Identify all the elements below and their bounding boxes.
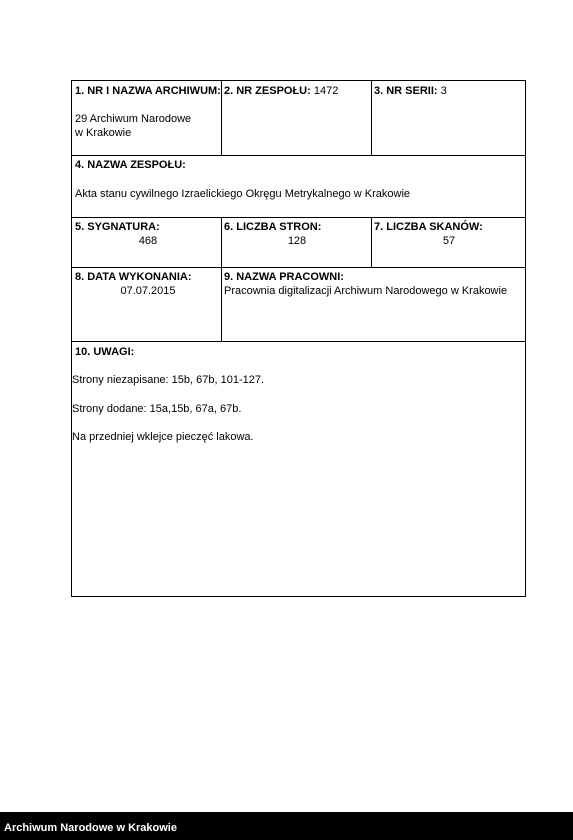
fonds-name-cell bbox=[75, 158, 523, 201]
archive-name-line2: w Krakowie bbox=[75, 127, 132, 139]
pages-cell bbox=[224, 220, 370, 248]
fonds-no-cell bbox=[224, 84, 370, 98]
row-divider-2 bbox=[72, 217, 525, 218]
fonds-name-value: Akta stanu cywilnego Izraelickiego Okręgu Metrykalnego w Krakowie bbox=[75, 188, 411, 200]
signature-cell bbox=[75, 220, 221, 248]
fonds-no-label: 2. NR ZESPOŁU: bbox=[224, 85, 311, 97]
studio-label: 9. NAZWA PRACOWNI: bbox=[224, 271, 344, 283]
pages-label: 6. LICZBA STRON: bbox=[224, 221, 322, 233]
pages-value: 128 bbox=[287, 235, 307, 247]
archive-cell bbox=[75, 84, 221, 140]
col-divider-r4 bbox=[221, 267, 222, 341]
series-no-label: 3. NR SERII: bbox=[374, 85, 438, 97]
row-divider-4 bbox=[72, 341, 525, 342]
col-divider-r1b bbox=[371, 81, 372, 155]
col-divider-r3b bbox=[371, 217, 372, 267]
row-divider-3 bbox=[72, 267, 525, 268]
date-cell bbox=[75, 270, 221, 298]
scans-label: 7. LICZBA SKANÓW: bbox=[374, 221, 483, 233]
row-divider-1 bbox=[72, 155, 525, 156]
archive-name-line1: 29 Archiwum Narodowe bbox=[75, 113, 192, 125]
signature-label: 5. SYGNATURA: bbox=[75, 221, 160, 233]
studio-value: Pracownia digitalizacji Archiwum Narodowego w Krakowie bbox=[224, 285, 508, 297]
notes-label-cell bbox=[75, 345, 523, 359]
col-divider-r1a bbox=[221, 81, 222, 155]
scans-value: 57 bbox=[442, 235, 456, 247]
note-line-1: Strony niezapisane: 15b, 67b, 101-127. bbox=[72, 374, 265, 386]
fonds-name-label: 4. NAZWA ZESPOŁU: bbox=[75, 159, 186, 171]
note-line-3: Na przedniej wklejce pieczęć lakowa. bbox=[72, 431, 254, 443]
notes-label: 10. UWAGI: bbox=[75, 346, 135, 358]
series-no-value: 3 bbox=[440, 85, 447, 97]
note-line-2: Strony dodane: 15a,15b, 67a, 67b. bbox=[72, 403, 242, 415]
series-no-cell bbox=[374, 84, 524, 98]
date-label: 8. DATA WYKONANIA: bbox=[75, 271, 192, 283]
scans-cell bbox=[374, 220, 524, 248]
metadata-form bbox=[71, 80, 526, 597]
fonds-no-value: 1472 bbox=[313, 85, 339, 97]
signature-value: 468 bbox=[138, 235, 158, 247]
footer-bar bbox=[0, 812, 573, 840]
studio-cell bbox=[224, 270, 524, 298]
archive-label: 1. NR I NAZWA ARCHIWUM: bbox=[75, 85, 221, 97]
footer-text: Archiwum Narodowe w Krakowie bbox=[4, 822, 177, 834]
col-divider-r3a bbox=[221, 217, 222, 267]
date-value: 07.07.2015 bbox=[120, 285, 176, 297]
